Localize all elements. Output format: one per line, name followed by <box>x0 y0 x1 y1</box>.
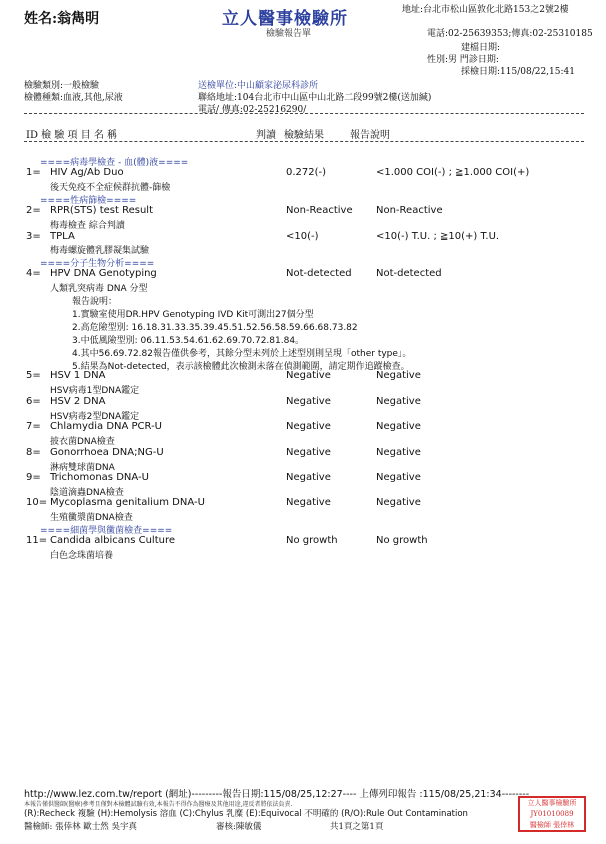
gender-clinic-date: 性別:男 門診日期: <box>427 55 499 65</box>
item-result: Negative <box>286 396 331 407</box>
table-row <box>0 268 606 280</box>
col-result: 檢驗結果 <box>284 130 324 141</box>
report-type: 檢驗報告單 <box>266 29 312 39</box>
item-name: HSV 1 DNA <box>50 370 106 381</box>
specimen-type: 檢體種類:血液,其他,尿液 <box>24 93 123 103</box>
item-reference: Negative <box>376 472 421 483</box>
stamp-line: 立人醫事檢驗所 <box>527 799 577 807</box>
header-divider-bottom <box>24 141 584 142</box>
item-result: Non-Reactive <box>286 205 353 216</box>
lab-name: 立人醫事檢驗所 <box>222 9 348 29</box>
lab-address: 地址:台北市松山區敦化北路153之2號2樓 <box>402 5 569 15</box>
item-subname: HSV病毒1型DNA鑑定 <box>50 386 140 396</box>
item-subname: HSV病毒2型DNA鑑定 <box>50 412 140 422</box>
item-subname: 白色念珠菌培養 <box>50 551 114 561</box>
item-name: TPLA <box>50 231 75 242</box>
item-subname: 生殖黴漿菌DNA檢查 <box>50 513 133 523</box>
lab-seal-stamp <box>518 796 586 832</box>
item-id: 10= <box>26 497 48 508</box>
hpv-note-line: 2.高危險型別: 16.18.31.33.35.39.45.51.52.56.58.59.66.68.73.82 <box>72 323 358 333</box>
item-id: 5= <box>26 370 41 381</box>
footer-staff: 醫檢師: 張倖林 歐士然 吳宇真 <box>24 822 137 832</box>
footer-pages: 共1頁之第1頁 <box>330 822 384 832</box>
table-row <box>0 497 606 509</box>
item-reference: Negative <box>376 497 421 508</box>
table-row <box>0 535 606 547</box>
contact-phone: 電話/ 傳真:02-25216290/ <box>198 105 307 115</box>
item-name: Candida albicans Culture <box>50 535 176 546</box>
item-reference: Negative <box>376 370 421 381</box>
table-row <box>0 472 606 484</box>
item-name: Gonorrhoea DNA;NG-U <box>50 447 164 458</box>
item-subname: 陰道滴蟲DNA檢查 <box>50 488 124 498</box>
hpv-notes-title: 報告說明： <box>72 297 118 307</box>
item-reference: <10(-) T.U. ; ≧10(+) T.U. <box>376 231 500 242</box>
build-date: 建檔日期: <box>461 43 501 53</box>
item-reference: Not-detected <box>376 268 442 279</box>
item-subname: 淋病雙球菌DNA <box>50 463 115 473</box>
test-category: 檢驗類別:一般檢驗 <box>24 81 100 91</box>
item-name: Mycoplasma genitalium DNA-U <box>50 497 205 508</box>
item-id: 9= <box>26 472 41 483</box>
table-row <box>0 231 606 243</box>
item-reference: Negative <box>376 396 421 407</box>
item-reference: Negative <box>376 447 421 458</box>
footer-url-line: http://www.lez.com.tw/report (網址)---------報告日期:115/08/25,12:27---- 上傳列印報告 :115/08/25,21:34-------- <box>24 789 530 800</box>
item-result: 0.272(-) <box>286 167 327 178</box>
stamp-line: 醫檢師 張倖林 <box>529 821 575 829</box>
hpv-note-line: 5.結果為Not-detected，表示該檢體此次檢測未落在偵測範圍，請定期作追蹤檢查。 <box>72 362 410 372</box>
item-id: 4= <box>26 268 41 279</box>
table-row <box>0 447 606 459</box>
sender-unit: 送檢單位:中山顧家泌尿科診所 <box>198 81 319 91</box>
item-name: Trichomonas DNA-U <box>50 472 149 483</box>
stamp-line: JY01010089 <box>530 810 574 818</box>
table-row <box>0 205 606 217</box>
footer-codes: (R):Recheck 複驗 (H):Hemolysis 溶血 (C):Chylus 乳糜 (E):Equivocal 不明確的 (R/O):Rule Out Contamination <box>24 809 468 819</box>
item-result: <10(-) <box>286 231 319 242</box>
contact-address: 聯絡地址:104台北市中山區中山北路二段99號2樓(送加緘) <box>198 93 432 103</box>
section-syphilis: ====性病篩檢==== <box>40 196 137 206</box>
col-reference: 報告說明 <box>350 130 390 141</box>
item-id: 8= <box>26 447 41 458</box>
item-subname: 梅毒螺旋體乳膠凝集試驗 <box>50 246 150 256</box>
sample-date: 採檢日期:115/08/22,15:41 <box>461 67 575 77</box>
section-culture: ====細菌學與黴菌檢查==== <box>40 526 173 536</box>
table-row <box>0 421 606 433</box>
item-subname: 披衣菌DNA檢查 <box>50 437 115 447</box>
section-serology: ====病毒學檢查 - 血(體)液==== <box>40 158 189 168</box>
footer-reviewer: 審核:陳敏儀 <box>216 822 262 832</box>
item-id: 1= <box>26 167 41 178</box>
item-result: Negative <box>286 370 331 381</box>
table-row <box>0 370 606 382</box>
item-name: HIV Ag/Ab Duo <box>50 167 124 178</box>
item-result: Not-detected <box>286 268 352 279</box>
item-subname: 後天免疫不全症候群抗體-篩檢 <box>50 183 171 193</box>
item-subname: 人類乳突病毒 DNA 分型 <box>50 284 148 294</box>
item-result: Negative <box>286 472 331 483</box>
item-id: 7= <box>26 421 41 432</box>
table-row <box>0 396 606 408</box>
item-result: Negative <box>286 421 331 432</box>
col-judgment: 判讀 <box>256 130 276 141</box>
item-name: HSV 2 DNA <box>50 396 106 407</box>
item-result: No growth <box>286 535 338 546</box>
item-id: 3= <box>26 231 41 242</box>
item-subname: 梅毒檢查 綜合判讀 <box>50 221 125 231</box>
item-result: Negative <box>286 497 331 508</box>
item-id: 11= <box>26 535 48 546</box>
footer-disclaimer: 本報告僅供醫師(醫療)參考且僅對本檢體試驗有效,本報告不得作為醫療及其他用途,違反者將依法負責. <box>24 801 293 808</box>
item-reference: Non-Reactive <box>376 205 443 216</box>
hpv-note-line: 1.實驗室使用DR.HPV Genotyping IVD Kit可測出27個分型 <box>72 310 314 320</box>
section-molecular: ====分子生物分析==== <box>40 259 155 269</box>
item-id: 6= <box>26 396 41 407</box>
item-reference: Negative <box>376 421 421 432</box>
item-reference: <1.000 COI(-) ; ≧1.000 COI(+) <box>376 167 530 178</box>
item-name: Chlamydia DNA PCR-U <box>50 421 163 432</box>
hpv-note-line: 3.中低風險型別: 06.11.53.54.61.62.69.70.72.81.84。 <box>72 336 305 346</box>
table-row <box>0 167 606 179</box>
phone-fax: 電話:02-25639353;傳真:02-25310185 <box>427 29 593 39</box>
item-name: HPV DNA Genotyping <box>50 268 157 279</box>
item-id: 2= <box>26 205 41 216</box>
item-result: Negative <box>286 447 331 458</box>
patient-name: 姓名:翁雋明 <box>24 11 100 27</box>
item-reference: No growth <box>376 535 428 546</box>
header-divider-top <box>24 113 584 114</box>
hpv-note-line: 4.其中56.69.72.82報告僅供參考，其餘分型未列於上述型別則呈現「other type」。 <box>72 349 412 359</box>
item-name: RPR(STS) test Result <box>50 205 153 216</box>
col-id-name: ID 檢 驗 項 目 名 稱 <box>26 130 118 141</box>
